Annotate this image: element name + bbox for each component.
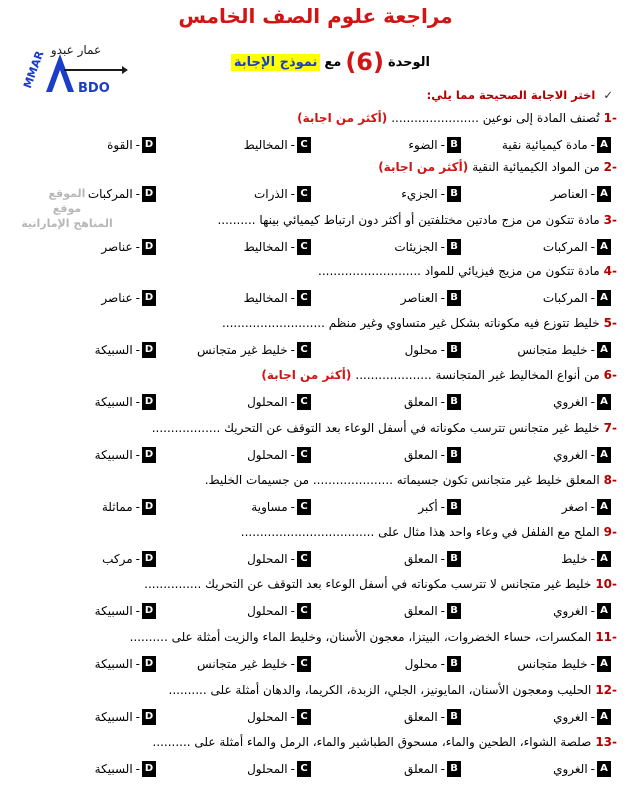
option-dash: - (440, 187, 445, 201)
option-text: المعلق (403, 552, 438, 566)
option-d (95, 601, 156, 621)
option-dash: - (290, 343, 295, 357)
option-text: القوة (107, 138, 133, 152)
option-text: محلول (404, 657, 438, 671)
question-text: خليط تتوزع فيه مكوناته بشكل غير متساوي وغير منظم ........................... (221, 316, 600, 330)
question-text: الحليب ومعجون الأسنان، المايونيز، الجلي، الزبدة، الكريما، والدهان أمثلة على .......... (168, 683, 592, 697)
option-b (404, 549, 461, 569)
question-12 (12, 680, 617, 700)
option-text: المخاليط (243, 291, 288, 305)
options-row-5 (11, 340, 611, 360)
options-row-10 (11, 601, 611, 621)
option-dash: - (290, 395, 295, 409)
option-d (107, 135, 156, 155)
option-dash: - (135, 291, 140, 305)
option-text: السبيكة (94, 657, 133, 671)
option-d (95, 707, 156, 727)
question-3 (12, 210, 617, 230)
option-a (543, 237, 611, 257)
option-letter-badge: C (297, 186, 311, 202)
logo-bottom-text: BDO (78, 81, 110, 96)
option-letter-badge: C (297, 394, 311, 410)
option-b (401, 288, 461, 308)
option-c (197, 654, 311, 674)
options-row-9 (11, 549, 611, 569)
question-1 (12, 108, 617, 128)
options-row-7 (11, 445, 611, 465)
question-number: -11 (595, 630, 617, 644)
option-a (517, 340, 611, 360)
options-row-4 (11, 288, 611, 308)
option-b (418, 497, 461, 517)
option-letter-badge: C (297, 551, 311, 567)
logo-side-text: MMAR (20, 49, 47, 91)
option-text: السبيكة (94, 343, 133, 357)
option-dash: - (440, 138, 445, 152)
option-text: المحلول (247, 762, 288, 776)
logo-top-text: عمار عبدو (50, 43, 102, 57)
option-letter-badge: D (142, 761, 156, 777)
option-dash: - (135, 187, 140, 201)
option-dash: - (440, 604, 445, 618)
option-letter-badge: B (447, 290, 461, 306)
option-text: محلول (404, 343, 438, 357)
option-dash: - (135, 240, 140, 254)
option-dash: - (135, 710, 140, 724)
question-text: تُصنف المادة إلى نوعين ....................... (391, 111, 600, 125)
option-dash: - (135, 552, 140, 566)
option-text: المحلول (247, 552, 288, 566)
options-row-2 (11, 184, 611, 204)
question-text: خليط غير متجانس لا تترسب مكوناته في أسفل الوعاء بعد التوقف عن التحريك ............... (144, 577, 592, 591)
question-7 (12, 418, 617, 438)
author-logo (18, 40, 128, 100)
option-dash: - (590, 187, 595, 201)
option-dash: - (135, 448, 140, 462)
question-9 (12, 522, 617, 542)
model-answer-label: نموذج الإجابة (231, 54, 320, 71)
option-b (401, 184, 461, 204)
option-text: المركبات (542, 291, 588, 305)
option-dash: - (440, 448, 445, 462)
question-number: -13 (595, 735, 617, 749)
option-dash: - (135, 500, 140, 514)
option-dash: - (590, 448, 595, 462)
logo-graphic (18, 40, 128, 100)
option-letter-badge: B (447, 761, 461, 777)
option-letter-badge: A (597, 342, 611, 358)
option-letter-badge: B (447, 499, 461, 515)
option-b (405, 654, 461, 674)
option-dash: - (440, 762, 445, 776)
unit-line (190, 48, 430, 76)
option-dash: - (290, 448, 295, 462)
option-letter-badge: B (447, 394, 461, 410)
question-text: المعلق خليط غير متجانس تكون جسيماته ..................... من جسيمات الخليط. (204, 473, 600, 487)
option-text: المعلق (403, 710, 438, 724)
option-dash: - (290, 291, 295, 305)
options-row-11 (11, 654, 611, 674)
option-text: المركبات (87, 187, 133, 201)
option-letter-badge: D (142, 186, 156, 202)
question-text: صلصة الشواء، الطحين والماء، مسحوق الطباشير والماء، الرمل والماء أمثلة على .......... (152, 735, 592, 749)
question-10 (12, 574, 617, 594)
option-a (553, 392, 611, 412)
option-letter-badge: C (297, 656, 311, 672)
option-c (244, 237, 311, 257)
option-dash: - (590, 710, 595, 724)
question-number: -2 (603, 160, 617, 174)
option-text: أكبر (418, 500, 438, 514)
logo-a-shape (46, 54, 74, 92)
option-text: المحلول (247, 604, 288, 618)
option-letter-badge: A (597, 551, 611, 567)
question-13 (12, 732, 617, 752)
option-dash: - (290, 187, 295, 201)
option-c (197, 340, 311, 360)
option-text: المعلق (403, 395, 438, 409)
option-dash: - (590, 657, 595, 671)
option-letter-badge: A (597, 761, 611, 777)
option-letter-badge: B (447, 603, 461, 619)
option-c (244, 288, 311, 308)
option-letter-badge: D (142, 447, 156, 463)
option-a (551, 184, 611, 204)
option-letter-badge: B (447, 239, 461, 255)
option-letter-badge: A (597, 656, 611, 672)
option-letter-badge: C (297, 603, 311, 619)
option-letter-badge: B (447, 656, 461, 672)
option-d (95, 445, 156, 465)
option-text: السبيكة (94, 762, 133, 776)
option-text: خليط غير متجانس (197, 343, 288, 357)
option-letter-badge: A (597, 447, 611, 463)
question-text: المكسرات، حساء الخضروات، البيتزا، معجون الأسنان، وخليط الماء والزيت أمثلة على .......... (129, 630, 592, 644)
question-number: -8 (603, 473, 617, 487)
question-8 (12, 470, 617, 490)
option-letter-badge: B (447, 137, 461, 153)
option-a (561, 549, 611, 569)
option-d (102, 497, 156, 517)
option-letter-badge: D (142, 290, 156, 306)
option-letter-badge: C (297, 499, 311, 515)
question-note: (أكثر من اجابة) (261, 368, 352, 382)
option-b (404, 601, 461, 621)
option-dash: - (440, 657, 445, 671)
question-11 (12, 627, 617, 647)
option-d (102, 549, 156, 569)
option-text: المحلول (247, 448, 288, 462)
option-text: خليط غير متجانس (197, 657, 288, 671)
option-dash: - (135, 762, 140, 776)
watermark-line-1: الموقع (48, 187, 86, 200)
option-dash: - (590, 240, 595, 254)
option-a (553, 759, 611, 779)
option-c (251, 497, 311, 517)
question-text: مادة تتكون من مزج مادتين مختلفتين أو أكثر دون ارتباط كيميائي بينها .......... (217, 213, 600, 227)
option-b (405, 340, 461, 360)
option-dash: - (590, 291, 595, 305)
page-title: مراجعة علوم الصف الخامس (178, 4, 453, 28)
check-icon: ✓ (603, 88, 613, 102)
option-a (517, 654, 611, 674)
option-text: مماثلة (101, 500, 133, 514)
option-text: المحلول (247, 395, 288, 409)
option-letter-badge: B (447, 186, 461, 202)
question-note: (أكثر من اجابة) (378, 160, 469, 174)
option-letter-badge: D (142, 656, 156, 672)
option-letter-badge: A (597, 603, 611, 619)
option-text: السبيكة (94, 604, 133, 618)
option-dash: - (590, 343, 595, 357)
option-dash: - (590, 604, 595, 618)
unit-with: مع (324, 54, 342, 70)
option-text: المعلق (403, 448, 438, 462)
option-letter-badge: D (142, 603, 156, 619)
option-dash: - (590, 552, 595, 566)
question-6 (12, 365, 617, 385)
option-b (404, 707, 461, 727)
option-letter-badge: A (597, 394, 611, 410)
option-d (88, 184, 156, 204)
option-d (95, 392, 156, 412)
option-d (95, 759, 156, 779)
option-dash: - (590, 395, 595, 409)
question-number: -1 (603, 111, 617, 125)
option-b (394, 237, 461, 257)
options-row-13 (11, 759, 611, 779)
option-dash: - (290, 710, 295, 724)
option-dash: - (290, 500, 295, 514)
option-a (553, 707, 611, 727)
instruction-text: اختر الاجابة الصحيحة مما يلي: (426, 88, 596, 102)
option-dash: - (290, 240, 295, 254)
option-letter-badge: A (597, 709, 611, 725)
option-text: الغروي (553, 395, 588, 409)
question-text: من أنواع المخاليط غير المتجانسة .................... (355, 368, 600, 382)
option-letter-badge: A (597, 290, 611, 306)
option-dash: - (440, 291, 445, 305)
option-b (408, 135, 461, 155)
options-row-1 (11, 135, 611, 155)
option-c (247, 601, 311, 621)
option-text: مساوية (251, 500, 288, 514)
option-letter-badge: A (597, 137, 611, 153)
option-dash: - (290, 657, 295, 671)
option-text: الغروي (553, 762, 588, 776)
question-number: -5 (603, 316, 617, 330)
question-text: خليط غير متجانس تترسب مكوناته في أسفل الوعاء بعد التوقف عن التحريك .................. (151, 421, 600, 435)
question-number: -4 (603, 264, 617, 278)
option-d (101, 288, 156, 308)
option-dash: - (440, 343, 445, 357)
option-text: الذرات (253, 187, 288, 201)
options-row-3 (11, 237, 611, 257)
logo-arrow-head (122, 66, 128, 74)
option-letter-badge: D (142, 137, 156, 153)
option-letter-badge: D (142, 394, 156, 410)
question-text: مادة تتكون من مزيج فيزيائي للمواد ........................... (318, 264, 600, 278)
option-text: السبيكة (94, 448, 133, 462)
option-dash: - (290, 762, 295, 776)
question-number: -10 (595, 577, 617, 591)
option-text: المخاليط (243, 138, 288, 152)
option-dash: - (290, 138, 295, 152)
option-a (553, 601, 611, 621)
option-dash: - (135, 395, 140, 409)
question-2 (12, 157, 617, 177)
option-dash: - (290, 604, 295, 618)
option-dash: - (440, 395, 445, 409)
option-text: العناصر (400, 291, 438, 305)
option-text: الغروي (553, 604, 588, 618)
option-d (101, 237, 156, 257)
watermark-line-2: موقع (52, 202, 82, 215)
option-letter-badge: D (142, 551, 156, 567)
option-text: الجزيئات (394, 240, 438, 254)
option-b (404, 445, 461, 465)
option-text: عناصر (101, 291, 133, 305)
option-dash: - (135, 138, 140, 152)
option-c (247, 445, 311, 465)
option-text: المركبات (542, 240, 588, 254)
option-letter-badge: C (297, 447, 311, 463)
question-number: -9 (603, 525, 617, 539)
option-dash: - (135, 604, 140, 618)
option-c (247, 707, 311, 727)
options-row-6 (11, 392, 611, 412)
option-dash: - (135, 657, 140, 671)
option-letter-badge: C (297, 290, 311, 306)
option-text: المعلق (403, 762, 438, 776)
option-text: خليط (561, 552, 588, 566)
question-number: -6 (603, 368, 617, 382)
instruction-line (427, 88, 613, 102)
option-text: مادة كيميائية نقية (501, 138, 588, 152)
option-text: الغروي (553, 710, 588, 724)
option-dash: - (135, 343, 140, 357)
option-letter-badge: B (447, 342, 461, 358)
option-dash: - (590, 762, 595, 776)
option-text: المعلق (403, 604, 438, 618)
option-letter-badge: D (142, 342, 156, 358)
option-text: اصغر (561, 500, 588, 514)
option-dash: - (290, 552, 295, 566)
option-d (95, 340, 156, 360)
option-c (247, 549, 311, 569)
option-letter-badge: D (142, 239, 156, 255)
option-text: عناصر (101, 240, 133, 254)
option-dash: - (590, 138, 595, 152)
option-letter-badge: B (447, 551, 461, 567)
option-letter-badge: C (297, 137, 311, 153)
option-b (404, 759, 461, 779)
option-text: السبيكة (94, 395, 133, 409)
option-c (247, 392, 311, 412)
question-number: -3 (603, 213, 617, 227)
question-number: -12 (595, 683, 617, 697)
option-dash: - (440, 500, 445, 514)
option-dash: - (440, 552, 445, 566)
option-letter-badge: A (597, 499, 611, 515)
question-text: الملح مع الفلفل في وعاء واحد هذا مثال على ................................... (240, 525, 600, 539)
option-letter-badge: C (297, 239, 311, 255)
option-letter-badge: B (447, 709, 461, 725)
option-c (254, 184, 311, 204)
option-text: الجزيء (401, 187, 438, 201)
option-text: الغروي (553, 448, 588, 462)
option-a (543, 288, 611, 308)
unit-number: (6) (345, 48, 384, 76)
option-dash: - (590, 500, 595, 514)
option-letter-badge: A (597, 239, 611, 255)
option-a (502, 135, 611, 155)
option-letter-badge: C (297, 709, 311, 725)
options-row-8 (11, 497, 611, 517)
option-b (404, 392, 461, 412)
option-d (95, 654, 156, 674)
question-text: من المواد الكيميائية النقية (472, 160, 600, 174)
option-text: مركب (102, 552, 133, 566)
option-letter-badge: D (142, 499, 156, 515)
options-row-12 (11, 707, 611, 727)
option-text: المحلول (247, 710, 288, 724)
option-letter-badge: D (142, 709, 156, 725)
question-note: (أكثر من اجابة) (297, 111, 388, 125)
option-letter-badge: B (447, 447, 461, 463)
option-letter-badge: C (297, 342, 311, 358)
watermark-line-3: المناهج الإماراتية (21, 217, 113, 230)
option-text: خليط متجانس (517, 343, 588, 357)
option-dash: - (440, 710, 445, 724)
option-dash: - (440, 240, 445, 254)
option-c (247, 759, 311, 779)
option-text: خليط متجانس (517, 657, 588, 671)
option-a (553, 445, 611, 465)
question-number: -7 (603, 421, 617, 435)
option-letter-badge: A (597, 186, 611, 202)
option-c (244, 135, 311, 155)
question-4 (12, 261, 617, 281)
option-text: الضوء (408, 138, 438, 152)
unit-label: الوحدة (387, 54, 430, 70)
option-text: السبيكة (94, 710, 133, 724)
option-letter-badge: C (297, 761, 311, 777)
question-5 (12, 313, 617, 333)
option-text: المخاليط (243, 240, 288, 254)
option-text: العناصر (550, 187, 588, 201)
option-a (562, 497, 611, 517)
